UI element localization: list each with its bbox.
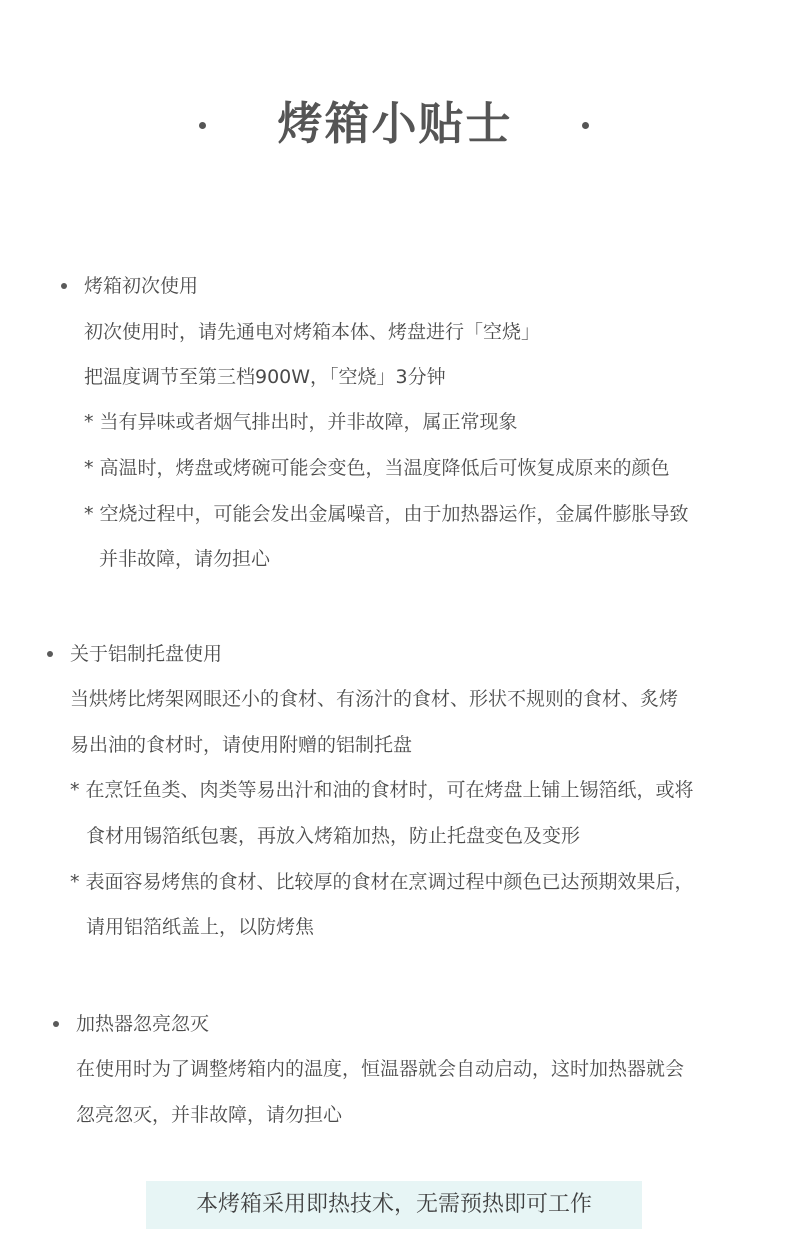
bullet-icon [47, 651, 53, 657]
section-heading: 加热器忽亮忽灭 [76, 1013, 210, 1035]
bullet-icon [61, 283, 67, 289]
section-line: 易出油的食材时，请使用附赠的铝制托盘 [70, 734, 413, 756]
section-heading: 关于铝制托盘使用 [70, 643, 223, 665]
bottom-banner-text: 本烤箱采用即热技术，无需预热即可工作 [195, 1192, 592, 1217]
section-heading: 烤箱初次使用 [84, 275, 199, 297]
page-title: 烤箱小贴士 [277, 97, 513, 150]
title-row [0, 92, 790, 162]
section-note-continued: 并非故障，请勿担心 [99, 548, 271, 570]
title-dot-right-icon [582, 122, 589, 129]
section-line: 初次使用时，请先通电对烤箱本体、烤盘进行「空烧」 [84, 321, 541, 343]
section-line: 忽亮忽灭，并非故障，请勿担心 [76, 1104, 343, 1126]
section-note: * 在烹饪鱼类、肉类等易出汁和油的食材时，可在烤盘上铺上锡箔纸，或将 [70, 779, 694, 801]
section-note: * 当有异味或者烟气排出时，并非故障，属正常现象 [84, 411, 518, 433]
bottom-banner [146, 1181, 642, 1229]
section-note: * 空烧过程中，可能会发出金属噪音，由于加热器运作，金属件膨胀导致 [84, 503, 689, 525]
section-note-continued: 食材用锡箔纸包裹，再放入烤箱加热，防止托盘变色及变形 [86, 825, 581, 847]
section-note: * 高温时，烤盘或烤碗可能会变色，当温度降低后可恢复成原来的颜色 [84, 457, 670, 479]
section-note-continued: 请用铝箔纸盖上，以防烤焦 [86, 916, 315, 938]
bullet-icon [53, 1021, 59, 1027]
section-line: 把温度调节至第三档900W，「空烧」3分钟 [84, 366, 446, 388]
section-line: 在使用时为了调整烤箱内的温度，恒温器就会自动启动，这时加热器就会 [76, 1058, 685, 1080]
section-note: * 表面容易烤焦的食材、比较厚的食材在烹调过程中颜色已达预期效果后， [70, 871, 694, 893]
section-line: 当烘烤比烤架网眼还小的食材、有汤汁的食材、形状不规则的食材、炙烤 [70, 688, 679, 710]
